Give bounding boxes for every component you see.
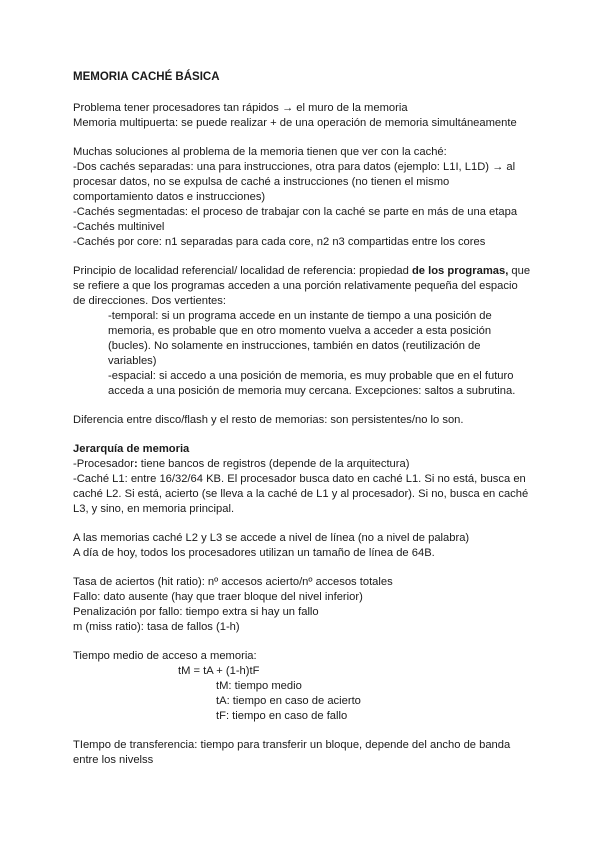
rates-line: Tasa de aciertos (hit ratio): nº accesos acierto/nº accesos totales (73, 576, 393, 588)
transfer-line: entre los nivelss (73, 754, 154, 766)
line-size-line: A día de hoy, todos los procesadores utilizan un tamaño de línea de 64B. (73, 547, 435, 559)
locality-text-end: que (508, 265, 531, 277)
page-title: MEMORIA CACHÉ BÁSICA (73, 71, 220, 83)
rates-line: Penalización por fallo: tiempo extra si hay un fallo (73, 606, 319, 618)
access-time-definition: tM: tiempo medio (216, 680, 302, 692)
solutions-line: comportamiento datos e instrucciones) (73, 191, 266, 203)
locality-sub-line: memoria, es probable que en otro momento vuelva a acceder a esta posición (108, 325, 492, 337)
solutions-line: -Dos cachés separadas: una para instrucciones, otra para datos (ejemplo: L1I, L1D) → al (73, 161, 516, 173)
hierarchy-line: -Caché L1: entre 16/32/64 KB. El procesador busca dato en caché L1. Si no está, busca en (73, 473, 526, 485)
locality-line: se refiere a que los programas acceden a una porción relativamente pequeña del espacio (73, 280, 518, 292)
intro-line-2: Memoria multipuerta: se puede realizar + de una operación de memoria simultáneamente (73, 117, 517, 129)
line-size-line: A las memorias caché L2 y L3 se accede a nivel de línea (no a nivel de palabra) (73, 532, 470, 544)
locality-sub-line: acceda a una posición de memoria muy cercana. Excepciones: saltos a subrutina. (108, 385, 516, 397)
processor-colon: : (133, 458, 138, 470)
solutions-line: procesar datos, no se expulsa de caché a instrucciones (no tienen el mismo (73, 176, 450, 188)
locality-sub-line: -temporal: si un programa accede en un instante de tiempo a una posición de (108, 310, 492, 322)
locality-sub-line: variables) (108, 355, 157, 367)
solutions-line: -Cachés por core: n1 separadas para cada core, n2 n3 compartidas entre los cores (73, 236, 486, 248)
hierarchy-processor-line (73, 457, 409, 472)
locality-emphasis: de los programas, (411, 265, 509, 277)
disk-note: Diferencia entre disco/flash y el resto de memorias: son persistentes/no lo son. (73, 414, 464, 426)
access-time-formula: tM = tA + (1-h)tF (178, 665, 260, 677)
transfer-line: TIempo de transferencia: tiempo para transferir un bloque, depende del ancho de banda (73, 739, 511, 751)
solutions-line: -Cachés segmentadas: el proceso de trabajar con la caché se parte en más de una etapa (73, 206, 518, 218)
solutions-heading: Muchas soluciones al problema de la memoria tienen que ver con la caché: (73, 146, 447, 158)
locality-sub-line: (bucles). No solamente en instrucciones, también en datos (reutilización de (108, 340, 481, 352)
hierarchy-heading: Jerarquía de memoria (73, 443, 190, 455)
hierarchy-line: caché L2. Si está, acierto (se lleva a la caché de L1 y al procesador). Si no, busca en caché (73, 488, 529, 500)
locality-text: Principio de localidad referencial/ localidad de referencia: propiedad (73, 265, 412, 277)
intro-line-1: Problema tener procesadores tan rápidos → el muro de la memoria (73, 102, 408, 114)
hierarchy-line: L3, y sino, en memoria principal. (73, 503, 235, 515)
rates-line: m (miss ratio): tasa de fallos (1-h) (73, 621, 240, 633)
access-time-heading: Tiempo medio de acceso a memoria: (73, 650, 257, 662)
processor-label: -Procesador (73, 458, 134, 470)
solutions-line: -Cachés multinivel (73, 221, 165, 233)
processor-text: tiene bancos de registros (depende de la arquitectura) (137, 458, 410, 470)
locality-line: de direcciones. Dos vertientes: (73, 295, 226, 307)
access-time-definition: tF: tiempo en caso de fallo (216, 710, 348, 722)
rates-line: Fallo: dato ausente (hay que traer bloque del nivel inferior) (73, 591, 363, 603)
locality-line-1 (73, 264, 530, 279)
locality-sub-line: -espacial: si accedo a una posición de memoria, es muy probable que en el futuro (108, 370, 514, 382)
access-time-definition: tA: tiempo en caso de acierto (216, 695, 361, 707)
